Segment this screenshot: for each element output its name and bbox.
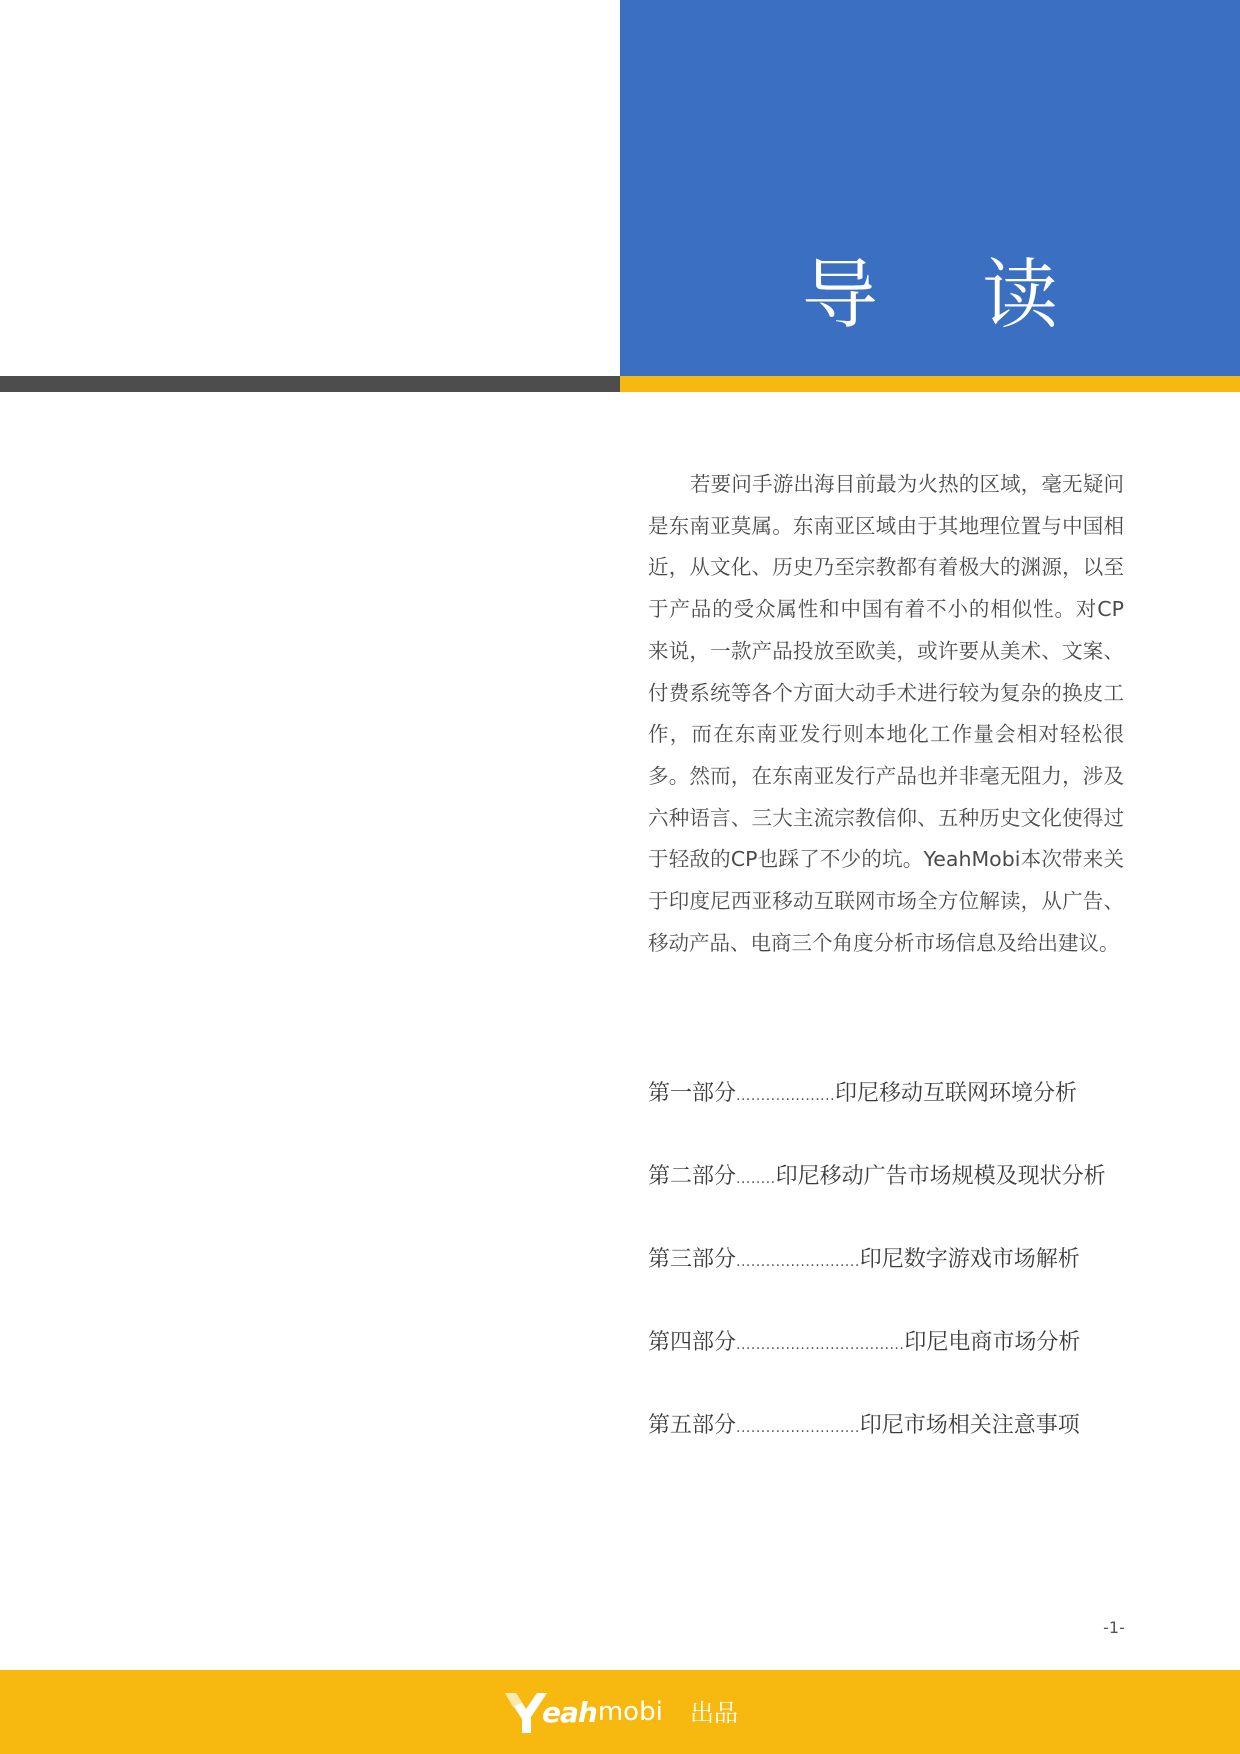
table-of-contents [648, 1076, 1128, 1491]
footer-producer-label: 出品 [690, 1699, 738, 1727]
toc-leader-dots: .................... [736, 1088, 836, 1104]
page-number: -1- [1103, 1618, 1125, 1637]
toc-part-title: 印尼电商市场分析 [904, 1330, 1081, 1355]
toc-part-title: 印尼市场相关注意事项 [859, 1413, 1080, 1438]
toc-part-label: 第三部分 [648, 1247, 737, 1272]
intro-paragraph: 若要问手游出海目前最为火热的区域，毫无疑问是东南亚莫属。东南亚区域由于其地理位置与中国相近，从文化、历史乃至宗教都有着极大的渊源，以至于产品的受众属性和中国有着不小的相似性。对CP来说，一款产品投放至欧美，或许要从美术、文案、付费系统等各个方面大动手术进行较为复杂的换皮工作，而在东南亚发行则本地化工作量会相对轻松很多。然而，在东南亚发行产品也并非毫无阻力，涉及六种语言、三大主流宗教信仰、五种历史文化使得过于轻敌的CP也踩了不少的坑。YeahMobi本次带来关于印度尼西亚移动互联网市场全方位解读，从广告、移动产品、电商三个角度分析市场信息及给出建议。 [648, 472, 1124, 955]
divider-yellow-bar [620, 376, 1240, 392]
yeahmobi-logo [504, 1689, 663, 1735]
toc-item-part-4[interactable] [648, 1325, 1128, 1408]
toc-leader-dots: .................................. [736, 1337, 905, 1353]
divider-dark-bar [0, 376, 620, 392]
toc-leader-dots: ......................... [736, 1254, 860, 1270]
toc-part-title: 印尼移动广告市场规模及现状分析 [775, 1164, 1106, 1189]
toc-leader-dots: ......................... [736, 1420, 860, 1436]
toc-leader-dots: ........ [736, 1171, 776, 1187]
logo-text-eah: eah [542, 1695, 597, 1729]
toc-part-label: 第二部分 [648, 1164, 737, 1189]
toc-item-part-3[interactable] [648, 1242, 1128, 1325]
toc-part-label: 第四部分 [648, 1330, 737, 1355]
section-title: 导 读 [801, 250, 1099, 339]
toc-part-title: 印尼数字游戏市场解析 [859, 1247, 1080, 1272]
toc-item-part-2[interactable] [648, 1159, 1128, 1242]
toc-part-label: 第五部分 [648, 1413, 737, 1438]
toc-part-label: 第一部分 [648, 1081, 737, 1106]
toc-item-part-1[interactable] [648, 1076, 1128, 1159]
toc-part-title: 印尼移动互联网环境分析 [835, 1081, 1078, 1106]
toc-item-part-5[interactable] [648, 1408, 1128, 1491]
logo-text-mobi: mobi [597, 1697, 663, 1727]
